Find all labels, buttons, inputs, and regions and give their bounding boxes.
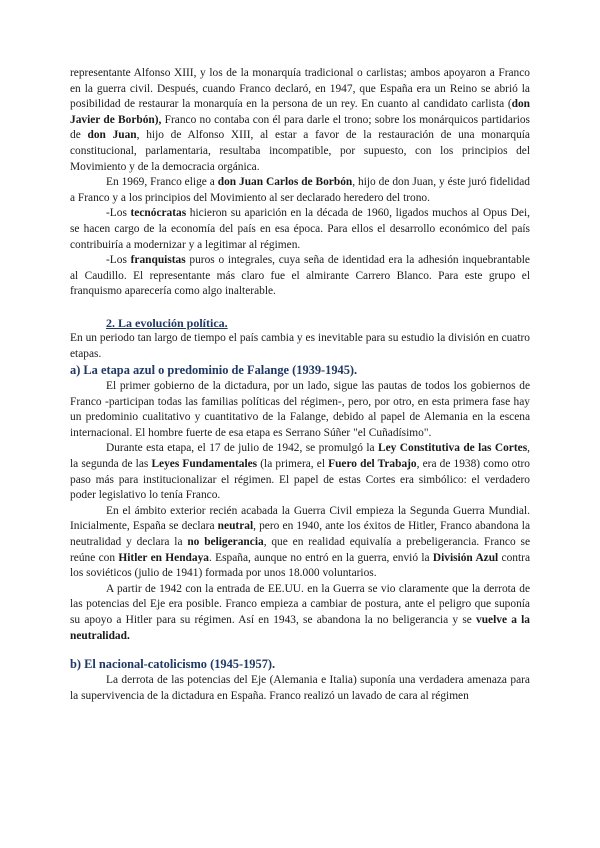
subsection-heading-nacional-catolicismo: b) El nacional-catolicismo (1945-1957). <box>70 657 276 672</box>
section-heading-evolucion: 2. La evolución política. <box>106 315 228 330</box>
paragraph-primer-gobierno: El primer gobierno de la dictadura, por un lado, sigue las pautas de todos los gobiernos de Franco -participan todas las familias políticas del régimen-, pero, por otro, en esta primera fase hay un predominio cualitativo y cuantitativo de la Falange, debido al papel de Alemania en la escena internacional. El hombre fuerte de esa etapa es Serrano Súñer "el Cuñadísimo". <box>70 380 530 439</box>
paragraph-derrota-eje: La derrota de las potencias del Eje (Alemania e Italia) suponía una verdadera amenaza para la supervivencia de la dictadura en España. Franco realizó un lavado de cara al régimen <box>70 674 530 702</box>
paragraph-monarquicos: representante Alfonso XIII, y los de la monarquía tradicional o carlistas; ambos apoyaron a Franco en la guerra civil. Después, cuando Franco declaró, en 1947, que España era un Reino se abrió la posibilidad de restaurar la monarquía en la persona de un rey. En cuanto al candidato carlista (don Javier de Borbón), Franco no contaba con él para darle el trono; sobre los monárquicos partidarios de don Juan, hijo de Alfonso XIII, al estar a favor de la restauración de una monarquía constitucional, parlamentaria, resultaba incompatible, por supuesto, con los principios del Movimiento y de la democracia orgánica. <box>70 67 530 173</box>
spacer <box>70 644 530 656</box>
spacer <box>70 300 530 315</box>
subsection-heading-etapa-azul: a) La etapa azul o predominio de Falange (1939-1945). <box>70 363 358 378</box>
paragraph-ambito-exterior: En el ámbito exterior recién acabada la Guerra Civil empieza la Segunda Guerra Mundial. Inicialmente, España se declara neutral, pero en 1940, ante los éxitos de Hitler, Franco abandona la neutralidad y declara la no beligerancia, que en realidad equivalía a prebeligerancia. Franco se reúne con Hitler en Hendaya. España, aunque no entró en la guerra, envió la División Azul contra los soviéticos (julio de 1941) formada por unos 18.000 voluntarios. <box>70 504 531 580</box>
paragraph-intro-etapas: En un periodo tan largo de tiempo el país cambia y es inevitable para su estudio la división en cuatro etapas. <box>70 331 530 360</box>
paragraph-ley-cortes: Durante esta etapa, el 17 de julio de 1942, se promulgó la Ley Constitutiva de las Cortes, la segunda de las Leyes Fundamentales (la primera, el Fuero del Trabajo, era de 1938) como otro paso más para institucionalizar el régimen. El papel de estas Cortes era simbólico: el verdadero poder legislativo lo tenía Franco. <box>70 442 530 502</box>
paragraph-1942-neutralidad: A partir de 1942 con la entrada de EE.UU. en la Guerra se vio claramente que la derrota de las potencias del Eje era posible. Franco empieza a cambiar de postura, ante el peligro que suponía su apoyo a Hitler para su régimen. Así en 1943, se abandona la no beligerancia y se vuelve a la neutralidad. <box>70 582 530 642</box>
paragraph-franquistas: -Los franquistas puros o integrales, cuya seña de identidad era la adhesión inquebrantable al Caudillo. El representante más claro fue el almirante Carrero Blanco. Para este grupo el franquismo aparecería como algo inalterable. <box>70 254 530 298</box>
paragraph-tecnocratas: -Los tecnócratas hicieron su aparición en la década de 1960, ligados muchos al Opus Dei, se hacen cargo de la economía del país en esa época. Para ellos el desarrollo económico del país contribuiría a modernizar y a legitimar al régimen. <box>70 207 530 251</box>
paragraph-juan-carlos: En 1969, Franco elige a don Juan Carlos de Borbón, hijo de don Juan, y éste juró fidelidad a Franco y a los principios del Movimiento al ser declarado heredero del trono. <box>70 176 530 204</box>
